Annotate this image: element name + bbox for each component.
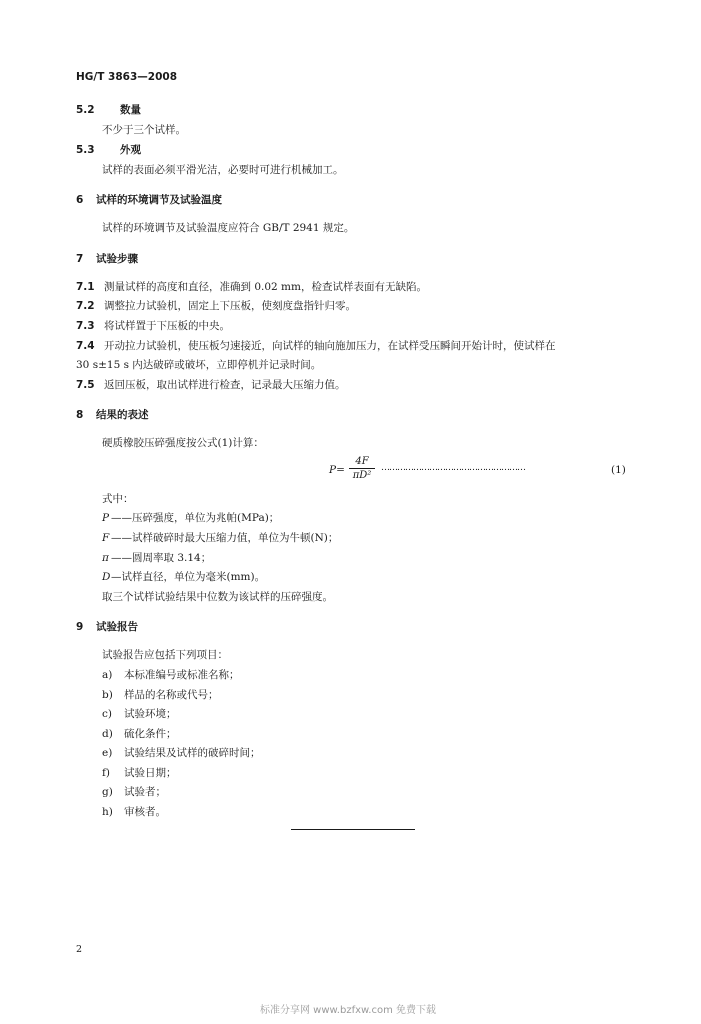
- report-item-label: e): [102, 747, 113, 759]
- step-number: 7.2: [76, 300, 95, 312]
- variable-description: ——圆周率取 3.14；: [111, 552, 212, 564]
- section-number-9: 9: [76, 621, 84, 633]
- formula-1: [329, 456, 629, 486]
- step-text-continuation: 30 s±15 s 内达破碎或破坏，立即停机并记录时间。: [76, 359, 322, 371]
- report-item-text: 审核者。: [124, 806, 166, 818]
- variable-symbol: F: [102, 532, 110, 544]
- variable-description: ——压碎强度，单位为兆帕(MPa)；: [111, 512, 280, 524]
- variable-symbol: D: [102, 571, 111, 583]
- page-number: 2: [76, 944, 83, 955]
- section-number-5-2: 5.2: [76, 104, 95, 116]
- report-item-text: 试验环境；: [124, 708, 177, 720]
- step-text: 开动拉力试验机，使压板匀速接近，向试样的轴向施加压力，在试样受压瞬间开始计时，使试样在: [104, 340, 556, 352]
- section-body-5-3: 试样的表面必须平滑光洁，必要时可进行机械加工。: [102, 164, 344, 176]
- variable-symbol: P: [102, 512, 110, 524]
- end-rule: [291, 829, 415, 830]
- report-item-text: 本标准编号或标准名称；: [124, 669, 240, 681]
- step-number: 7.1: [76, 281, 95, 293]
- step-number: 7.3: [76, 320, 95, 332]
- formula-numerator: 4F: [349, 456, 375, 469]
- report-item-text: 试验者；: [124, 786, 166, 798]
- section-title-6: 试样的环境调节及试验温度: [96, 194, 222, 206]
- section-title-5-3: 外观: [120, 144, 141, 156]
- step-text: 返回压板，取出试样进行检查，记录最大压缩力值。: [104, 379, 346, 391]
- step-number: 7.5: [76, 379, 95, 391]
- report-item-label: d): [102, 728, 113, 740]
- section-number-7: 7: [76, 253, 84, 265]
- report-item-text: 硫化条件；: [124, 728, 177, 740]
- formula-leader-dots: ………………………………………………: [381, 463, 525, 473]
- document-code: HG/T 3863—2008: [76, 71, 178, 83]
- variable-description: —试样直径，单位为毫米(mm)。: [111, 571, 266, 583]
- where-label: 式中：: [102, 493, 134, 505]
- section-title-8: 结果的表述: [96, 409, 149, 421]
- section-number-8: 8: [76, 409, 84, 421]
- result-conclusion: 取三个试样试验结果中位数为该试样的压碎强度。: [102, 591, 333, 603]
- report-item-label: f): [102, 767, 110, 779]
- section-body-5-2: 不少于三个试样。: [102, 124, 186, 136]
- report-item-text: 试验日期；: [124, 767, 177, 779]
- report-item-label: h): [102, 806, 113, 818]
- report-item-label: c): [102, 708, 112, 720]
- report-item-label: a): [102, 669, 113, 681]
- section-title-9: 试验报告: [96, 621, 138, 633]
- formula-fraction: [349, 456, 375, 482]
- formula-intro: 硬质橡胶压碎强度按公式(1)计算：: [102, 437, 264, 449]
- variable-description: ——试样破碎时最大压缩力值，单位为牛顿(N)；: [111, 532, 339, 544]
- step-text: 调整拉力试验机，固定上下压板，使刻度盘指针归零。: [104, 300, 356, 312]
- section-title-5-2: 数量: [120, 104, 141, 116]
- report-item-label: g): [102, 786, 113, 798]
- section-title-7: 试验步骤: [96, 253, 138, 265]
- section-number-6: 6: [76, 194, 84, 206]
- section-number-5-3: 5.3: [76, 144, 95, 156]
- report-intro: 试验报告应包括下列项目：: [102, 649, 228, 661]
- step-text: 将试样置于下压板的中央。: [104, 320, 230, 332]
- watermark-text: 标准分享网 www.bzfxw.com 免费下载: [260, 1005, 436, 1016]
- report-item-text: 试验结果及试样的破碎时间；: [124, 747, 261, 759]
- report-item-label: b): [102, 689, 113, 701]
- formula-denominator: πD²: [352, 470, 372, 481]
- formula-lhs: P=: [329, 464, 345, 476]
- step-text: 测量试样的高度和直径，准确到 0.02 mm，检查试样表面有无缺陷。: [104, 281, 427, 293]
- step-number: 7.4: [76, 340, 95, 352]
- report-item-text: 样品的名称或代号；: [124, 689, 219, 701]
- equation-number: (1): [611, 464, 626, 476]
- variable-symbol: π: [102, 552, 109, 564]
- section-body-6: 试样的环境调节及试验温度应符合 GB/T 2941 规定。: [102, 222, 355, 234]
